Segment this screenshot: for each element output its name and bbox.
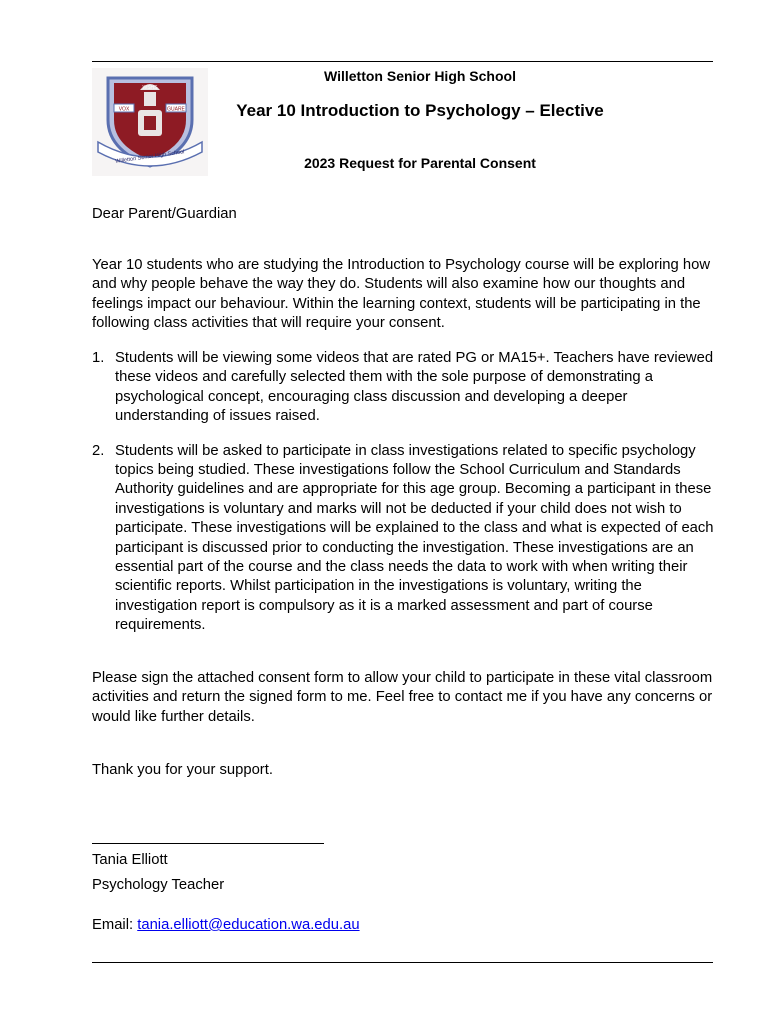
crest-banner-text: Willetton Senior High School [114, 149, 185, 165]
school-name: Willetton Senior High School [324, 68, 516, 84]
letter-title: 2023 Request for Parental Consent [304, 155, 536, 171]
list-item-number: 1. [92, 350, 105, 366]
thanks-line: Thank you for your support. [92, 762, 273, 778]
email-line [92, 917, 360, 933]
email-label: Email: [92, 917, 138, 933]
signatory-role: Psychology Teacher [92, 877, 225, 893]
email-link[interactable]: tania.elliott@education.wa.edu.au [137, 917, 360, 933]
list-item-text: Students will be asked to participate in class investigations related to specific psychology topics being studied. These investigations follow the School Curriculum and Standards Authority guidelines and are appropriate for this age group. Becoming a participant in these investigations is voluntary and marks will not be deducted if your child does not wish to participate. These investigations will be explained to the class and what is expected of each participant is discussed prior to conducting the investigation. These investigations are an essential part of the course and the class needs the data to work with when writing their scientific reports. Whilst participation in the investigations is voluntary, writing the investigation report is compulsory as it is a marked assessment and part of course requirements. [115, 442, 714, 634]
closing-paragraph: Please sign the attached consent form to allow your child to participate in these vital classroom activities and return the signed form to me. Feel free to contact me if you have any concerns or would like further details. [92, 670, 713, 725]
signatory-name: Tania Elliott [92, 852, 168, 868]
salutation: Dear Parent/Guardian [92, 206, 237, 222]
list-item [92, 442, 722, 636]
intro-paragraph: Year 10 students who are studying the Introduction to Psychology course will be exploring how and why people behave the way they do. Students will also examine how our thoughts and feelings impact our behaviour. Within the learning context, students will be participating in the following class activities that will require your consent. [92, 257, 711, 332]
list-item [92, 349, 722, 427]
activity-list [92, 349, 722, 651]
list-item-text: Students will be viewing some videos that are rated PG or MA15+. Teachers have reviewed these videos and carefully selected them with the sole purpose of demonstrating a psychological concept, encouraging class discussion and developing a deeper understanding of issues raised. [115, 350, 714, 425]
crest-motto-left: VOX [118, 106, 130, 113]
signature-line [92, 843, 324, 844]
top-rule [92, 61, 713, 62]
course-title: Year 10 Introduction to Psychology – Elective [236, 101, 604, 120]
bottom-rule [92, 962, 713, 963]
crest-motto-right: GUARE [167, 106, 185, 113]
crest-top-label: WSHS [142, 85, 158, 91]
list-item-number: 2. [92, 442, 105, 459]
school-crest-icon [92, 68, 208, 176]
